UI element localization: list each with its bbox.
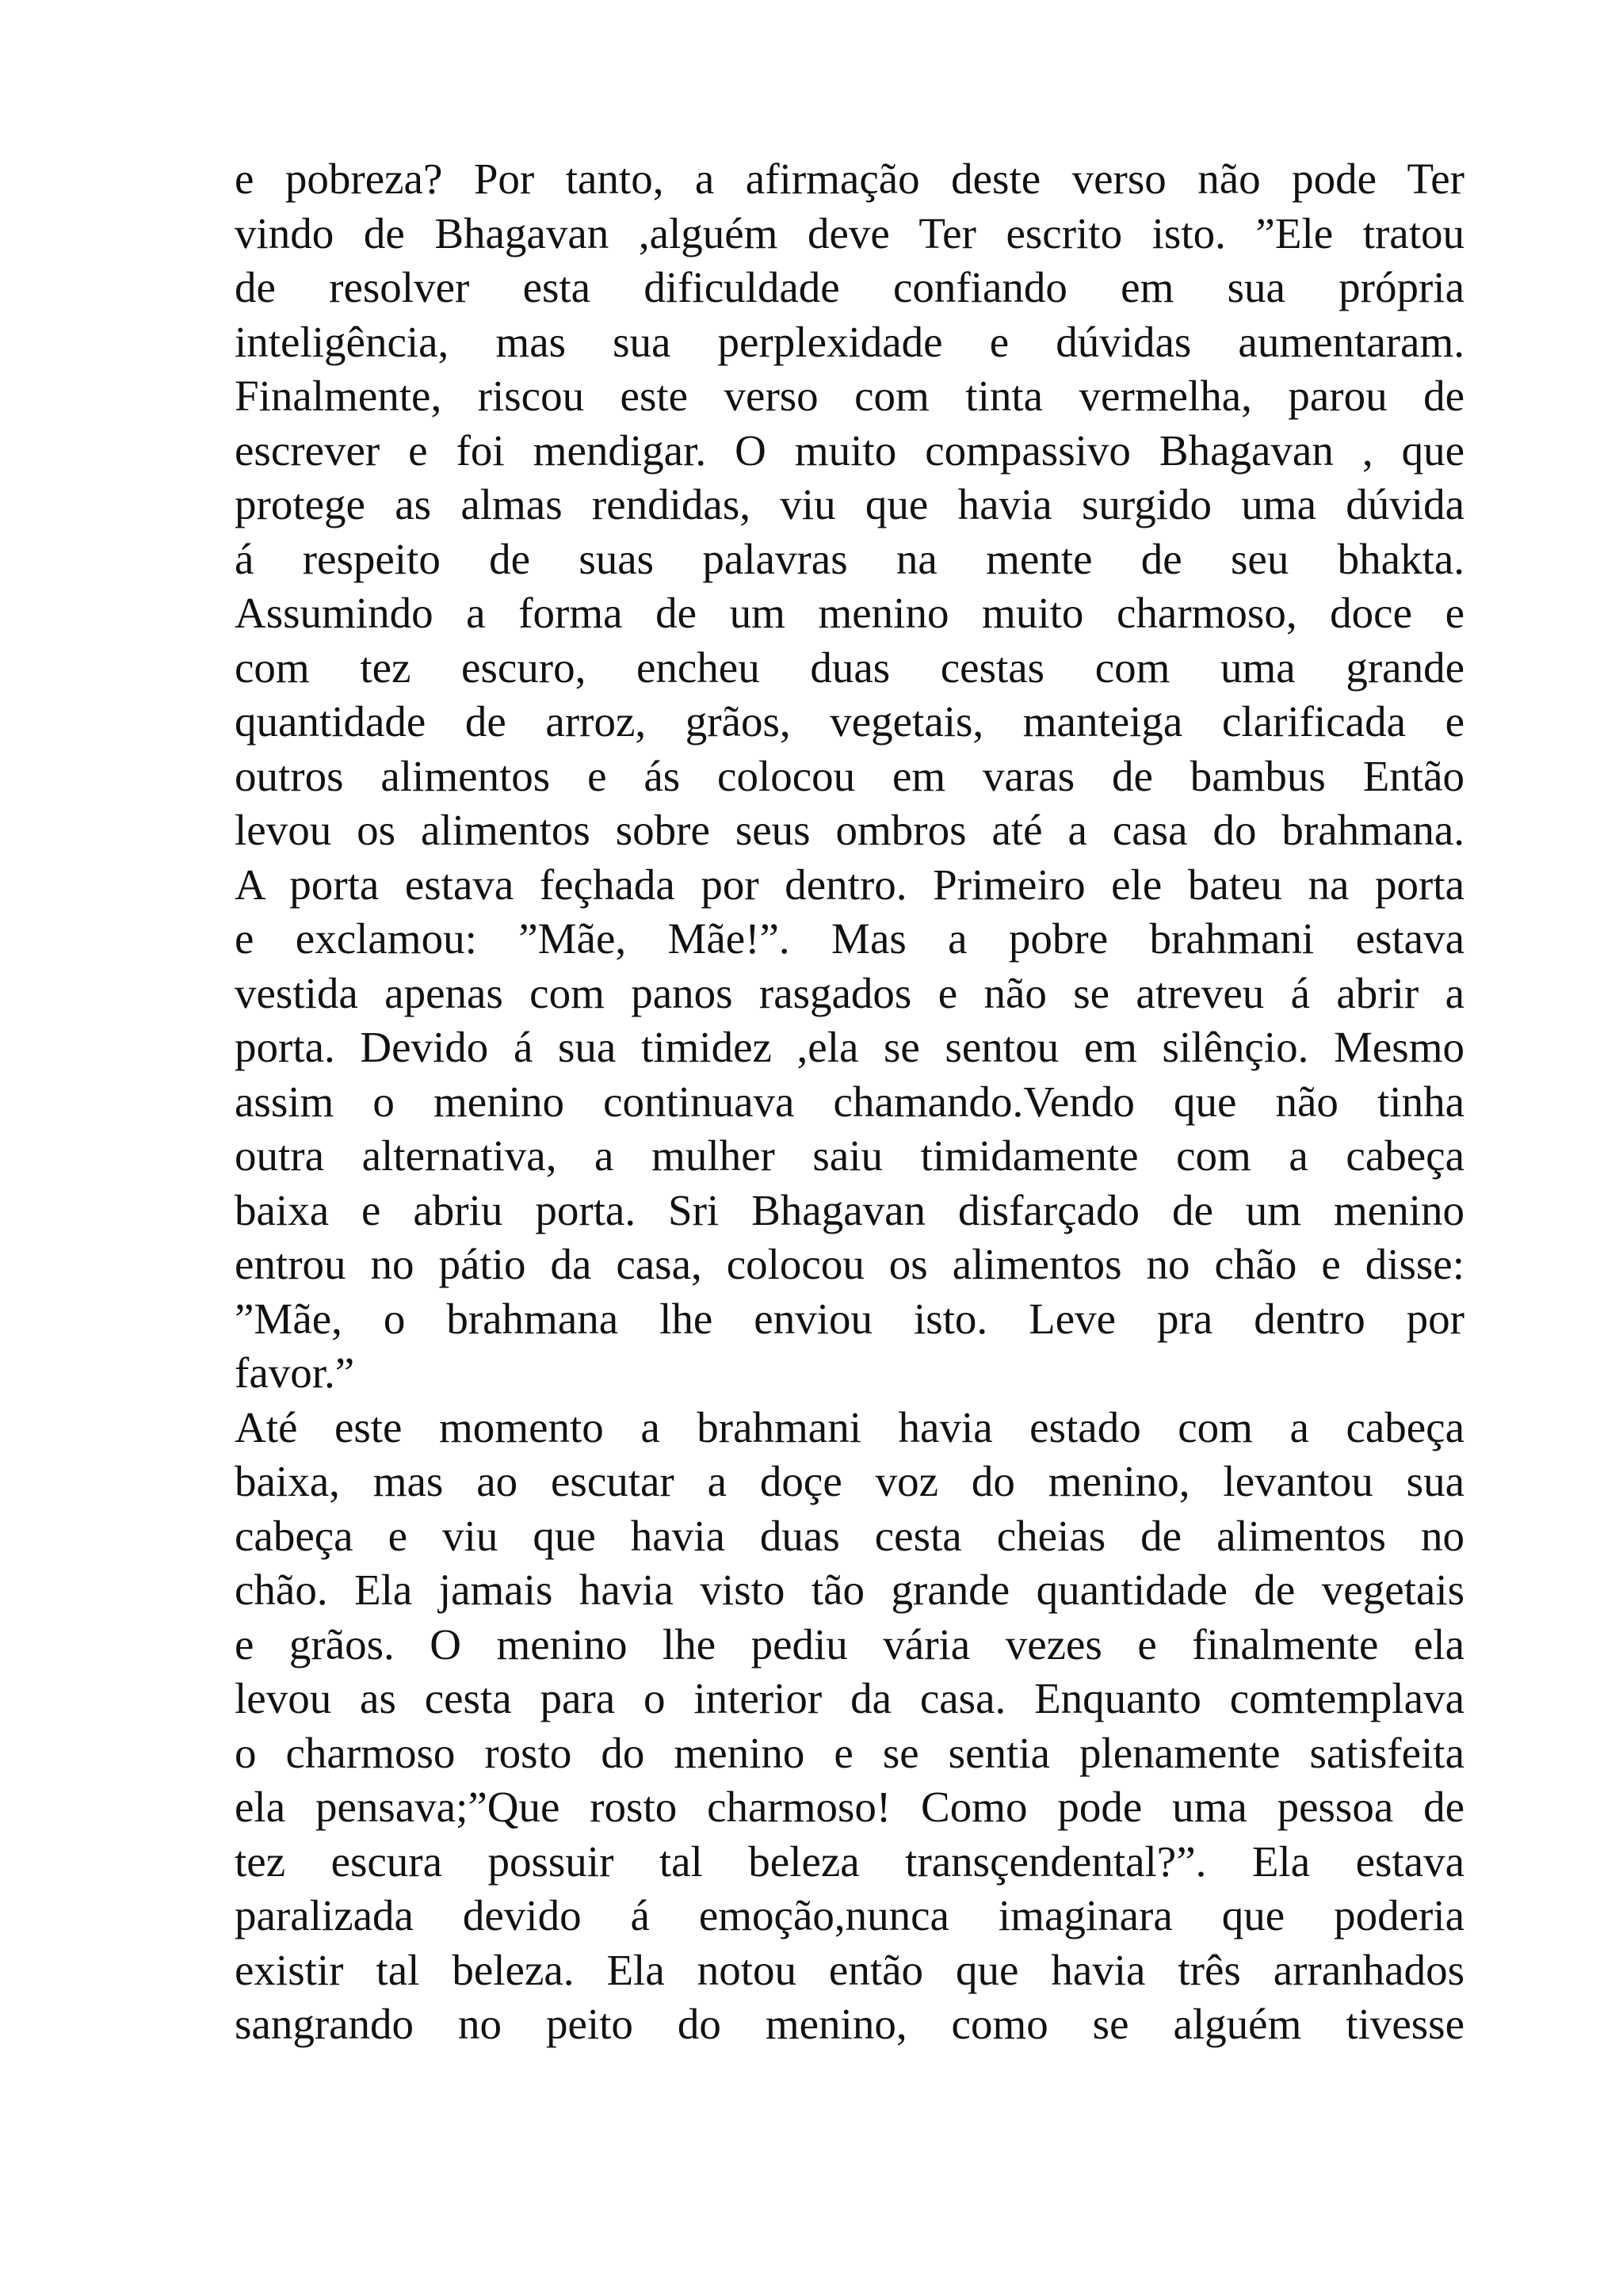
text-line: protege as almas rendidas, viu que havia surgido uma dúvida [235, 480, 1465, 528]
text-line: inteligência, mas sua perplexidade e dúvidas aumentaram. [235, 317, 1465, 366]
paragraph-end-line: favor.” [235, 1348, 355, 1397]
text-line: assim o menino continuava chamando.Vendo que não tinha [235, 1077, 1465, 1126]
text-line: e pobreza? Por tanto, a afirmação deste verso não pode Ter [235, 154, 1465, 203]
text-line: paralizada devido á emoção,nunca imaginara que poderia [235, 1891, 1465, 1939]
text-line: porta. Devido á sua timidez ,ela se sentou em silênçio. Mesmo [235, 1023, 1465, 1071]
text-line: tez escura possuir tal beleza transçendental?”. Ela estava [235, 1836, 1465, 1886]
text-line: escrever e foi mendigar. O muito compassivo Bhagavan , que [235, 425, 1465, 475]
text-line: baixa, mas ao escutar a doçe voz do menino, levantou sua [235, 1457, 1465, 1505]
text-line: e grãos. O menino lhe pediu vária vezes e finalmente ela [235, 1619, 1465, 1669]
text-line: chão. Ela jamais havia visto tão grande quantidade de vegetais [235, 1566, 1465, 1614]
text-line: e exclamou: ”Mãe, Mãe!”. Mas a pobre brahmani estava [235, 914, 1465, 963]
text-line: entrou no pátio da casa, colocou os alimentos no chão e disse: [235, 1240, 1465, 1288]
text-line: de resolver esta dificuldade confiando em sua própria [235, 263, 1465, 311]
text-line: Até este momento a brahmani havia estado com a cabeça [235, 1402, 1465, 1451]
text-line: cabeça e viu que havia duas cesta cheias de alimentos no [235, 1511, 1465, 1560]
text-line: o charmoso rosto do menino e se sentia plenamente satisfeita [235, 1728, 1465, 1777]
text-line: quantidade de arroz, grãos, vegetais, manteiga clarificada e [235, 697, 1465, 746]
document-body [235, 152, 1465, 2052]
text-line: ela pensava;”Que rosto charmoso! Como pode uma pessoa de [235, 1783, 1465, 1831]
text-line: ”Mãe, o brahmana lhe enviou isto. Leve pra dentro por [235, 1294, 1465, 1343]
text-line: existir tal beleza. Ela notou então que havia três arranhados [235, 1945, 1465, 1994]
text-line: outra alternativa, a mulher saiu timidamente com a cabeça [235, 1131, 1465, 1180]
text-line: outros alimentos e ás colocou em varas de bambus Então [235, 751, 1465, 800]
text-line: baixa e abriu porta. Sri Bhagavan disfarçado de um menino [235, 1185, 1465, 1234]
text-line: á respeito de suas palavras na mente de seu bhakta. [235, 534, 1465, 583]
text-line: levou os alimentos sobre seus ombros até a casa do brahmana. [235, 806, 1465, 854]
text-line: Finalmente, riscou este verso com tinta vermelha, parou de [235, 372, 1465, 420]
text-line: A porta estava feçhada por dentro. Primeiro ele bateu na porta [235, 860, 1465, 909]
text-line: com tez escuro, encheu duas cestas com uma grande [235, 643, 1465, 692]
text-line: vindo de Bhagavan ,alguém deve Ter escrito isto. ”Ele tratou [235, 208, 1465, 257]
text-line: vestida apenas com panos rasgados e não se atreveu á abrir a [235, 968, 1465, 1017]
text-line: Assumindo a forma de um menino muito charmoso, doce e [235, 589, 1465, 637]
text-line: sangrando no peito do menino, como se alguém tivesse [235, 2000, 1465, 2048]
text-line: levou as cesta para o interior da casa. Enquanto comtemplava [235, 1674, 1465, 1722]
